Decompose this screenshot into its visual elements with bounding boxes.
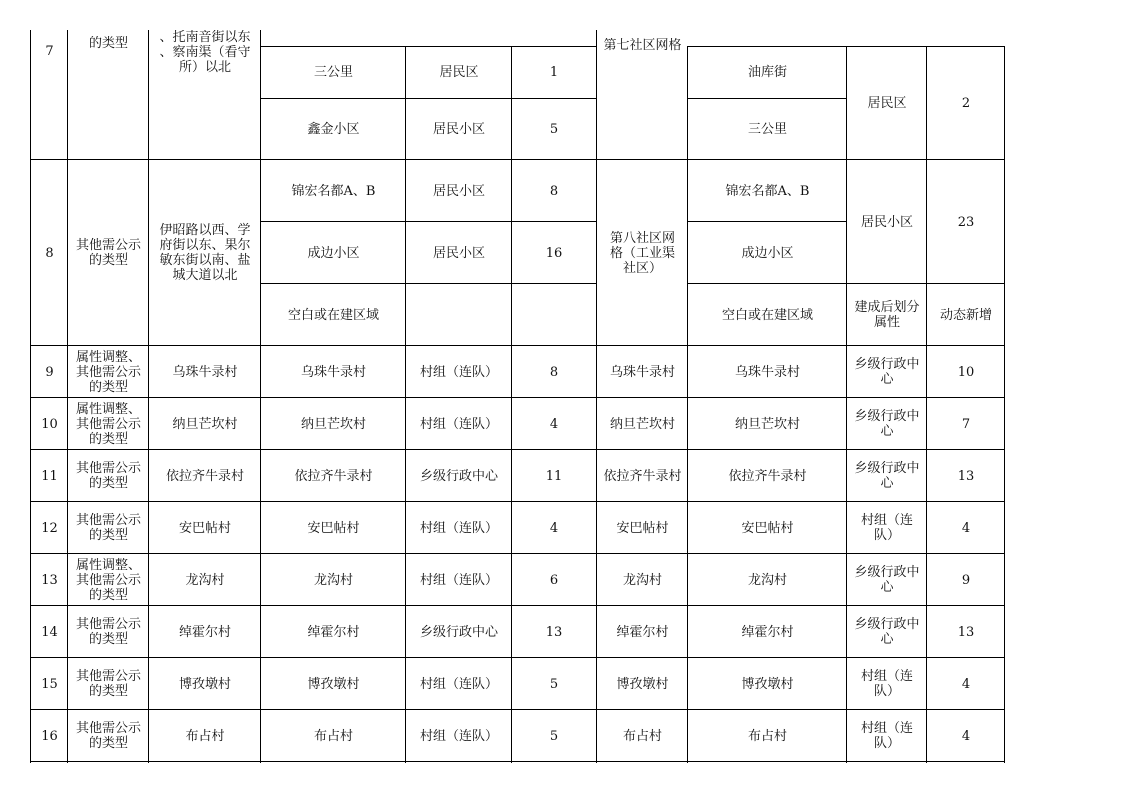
type-cell: 其他需公示 的类型 xyxy=(75,669,141,699)
grid-count-cell: 4 xyxy=(961,728,971,744)
grid-name-cell: 乌珠牛录村 xyxy=(734,364,800,380)
grid-name-cell: 布占村 xyxy=(747,728,787,744)
grid-cell: 第七社区网格 xyxy=(603,38,682,53)
grid-attr-cell: 乡级行政中 心 xyxy=(854,565,920,595)
grid-name-cell: 油库街 xyxy=(747,64,787,80)
range-cell: 、托南音街以东 、察南渠（看守 所）以北 xyxy=(159,30,251,75)
grid-count-cell: 动态新增 xyxy=(939,307,992,323)
range-cell: 乌珠牛录村 xyxy=(172,364,238,380)
seq-cell: 8 xyxy=(45,245,54,261)
grid-cell: 乌珠牛录村 xyxy=(609,364,675,380)
attr-cell: 村组（连队） xyxy=(419,728,498,744)
grid-attr-cell: 居民小区 xyxy=(860,214,913,230)
seq-cell: 11 xyxy=(41,468,58,484)
type-cell: 其他需公示 的类型 xyxy=(75,617,141,647)
grid-count-cell: 4 xyxy=(961,676,971,692)
grid-name-cell: 博孜墩村 xyxy=(741,676,794,692)
type-cell: 属性调整、 其他需公示 的类型 xyxy=(75,557,141,603)
count-cell: 16 xyxy=(545,245,563,261)
name-cell: 绰霍尔村 xyxy=(307,624,360,640)
grid-count-cell: 9 xyxy=(961,572,971,588)
range-cell: 博孜墩村 xyxy=(178,676,231,692)
count-cell: 6 xyxy=(549,572,559,588)
grid-cell: 第八社区网 格（工业渠 社区） xyxy=(609,230,675,276)
seq-cell: 16 xyxy=(41,728,58,744)
count-cell: 13 xyxy=(545,624,563,640)
seq-cell: 12 xyxy=(41,520,58,536)
grid-attr-cell: 乡级行政中 心 xyxy=(854,461,920,491)
name-cell: 空白或在建区域 xyxy=(287,307,379,323)
grid-name-cell: 龙沟村 xyxy=(747,572,787,588)
name-cell: 安巴帖村 xyxy=(307,520,360,536)
type-cell: 属性调整、 其他需公示 的类型 xyxy=(75,401,141,447)
grid-cell: 龙沟村 xyxy=(622,572,662,588)
type-cell: 其他需公示 的类型 xyxy=(75,461,141,491)
name-cell: 成边小区 xyxy=(307,245,360,261)
grid-attr-cell: 村组（连 队） xyxy=(860,513,913,543)
grid-name-cell: 纳旦芒坎村 xyxy=(734,416,800,432)
grid-cell: 博孜墩村 xyxy=(616,676,669,692)
name-cell: 三公里 xyxy=(313,64,353,80)
name-cell: 布占村 xyxy=(313,728,353,744)
name-cell: 乌珠牛录村 xyxy=(300,364,366,380)
grid-count-cell: 2 xyxy=(961,95,971,111)
seq-cell: 13 xyxy=(41,572,58,588)
seq-cell: 7 xyxy=(45,43,54,59)
range-cell: 布占村 xyxy=(185,728,225,744)
attr-cell: 村组（连队） xyxy=(419,364,498,380)
grid-count-cell: 10 xyxy=(957,364,975,380)
grid-attr-cell: 乡级行政中 心 xyxy=(854,409,920,439)
count-cell: 1 xyxy=(549,64,559,80)
count-cell: 4 xyxy=(549,520,559,536)
attr-cell: 乡级行政中心 xyxy=(419,624,498,640)
count-cell: 5 xyxy=(549,121,559,137)
grid-attr-cell: 村组（连 队） xyxy=(860,669,913,699)
attr-cell xyxy=(406,284,512,346)
grid-attr-cell: 乡级行政中 心 xyxy=(854,617,920,647)
count-cell: 8 xyxy=(549,364,559,380)
range-cell: 龙沟村 xyxy=(185,572,225,588)
grid-cell: 安巴帖村 xyxy=(616,520,669,536)
count-cell: 5 xyxy=(549,728,559,744)
grid-name-cell: 依拉齐牛录村 xyxy=(728,468,807,484)
grid-count-cell: 4 xyxy=(961,520,971,536)
grid-attr-cell: 居民区 xyxy=(867,95,907,111)
count-cell: 4 xyxy=(549,416,559,432)
attr-cell: 村组（连队） xyxy=(419,572,498,588)
count-cell: 11 xyxy=(545,468,563,484)
seq-cell: 14 xyxy=(41,624,58,640)
count-cell: 8 xyxy=(549,183,559,199)
name-cell: 纳旦芒坎村 xyxy=(300,416,366,432)
name-cell: 锦宏名都A、B xyxy=(291,183,376,199)
grid-name-cell: 绰霍尔村 xyxy=(741,624,794,640)
grid-count-cell: 13 xyxy=(957,624,975,640)
name-cell: 依拉齐牛录村 xyxy=(294,468,373,484)
type-cell: 的类型 xyxy=(88,36,128,51)
attr-cell: 村组（连队） xyxy=(419,676,498,692)
grid-count-cell: 7 xyxy=(961,416,971,432)
range-cell: 安巴帖村 xyxy=(178,520,231,536)
count-cell xyxy=(512,284,596,346)
grid-cell: 布占村 xyxy=(622,728,662,744)
grid-count-cell: 13 xyxy=(957,468,975,484)
grid-name-cell: 锦宏名都A、B xyxy=(725,183,810,199)
attr-cell: 乡级行政中心 xyxy=(419,468,498,484)
grid-name-cell: 空白或在建区域 xyxy=(721,307,813,323)
grid-count-cell: 23 xyxy=(957,214,975,230)
grid-attr-cell: 村组（连 队） xyxy=(860,721,913,751)
range-cell: 纳旦芒坎村 xyxy=(172,416,238,432)
attr-cell: 居民小区 xyxy=(432,245,485,261)
seq-cell: 9 xyxy=(45,364,54,380)
grid-cell: 绰霍尔村 xyxy=(616,624,669,640)
seq-cell: 15 xyxy=(41,676,58,692)
grid-cell: 依拉齐牛录村 xyxy=(603,468,682,484)
attr-cell: 居民小区 xyxy=(432,121,485,137)
grid-attr-cell: 乡级行政中 心 xyxy=(854,357,920,387)
range-cell: 伊昭路以西、学 府街以东、果尔 敏东街以南、盐 城大道以北 xyxy=(159,223,251,283)
type-cell: 其他需公示 的类型 xyxy=(75,721,141,751)
type-cell: 其他需公示 的类型 xyxy=(75,513,141,543)
attr-cell: 居民区 xyxy=(439,64,479,80)
name-cell: 龙沟村 xyxy=(313,572,353,588)
name-cell: 博孜墩村 xyxy=(307,676,360,692)
attr-cell: 居民小区 xyxy=(432,183,485,199)
attr-cell: 村组（连队） xyxy=(419,416,498,432)
grid-attr-cell: 建成后划分 属性 xyxy=(854,300,920,330)
seq-cell: 10 xyxy=(41,416,58,432)
grid-name-cell: 成边小区 xyxy=(741,245,794,261)
range-cell: 绰霍尔村 xyxy=(178,624,231,640)
grid-name-cell: 三公里 xyxy=(747,121,787,137)
count-cell: 5 xyxy=(549,676,559,692)
type-cell: 其他需公示 的类型 xyxy=(75,238,141,268)
range-cell: 依拉齐牛录村 xyxy=(165,468,244,484)
attr-cell: 村组（连队） xyxy=(419,520,498,536)
grid-cell: 纳旦芒坎村 xyxy=(609,416,675,432)
name-cell: 鑫金小区 xyxy=(307,121,360,137)
type-cell: 属性调整、 其他需公示 的类型 xyxy=(75,349,141,395)
grid-name-cell: 安巴帖村 xyxy=(741,520,794,536)
